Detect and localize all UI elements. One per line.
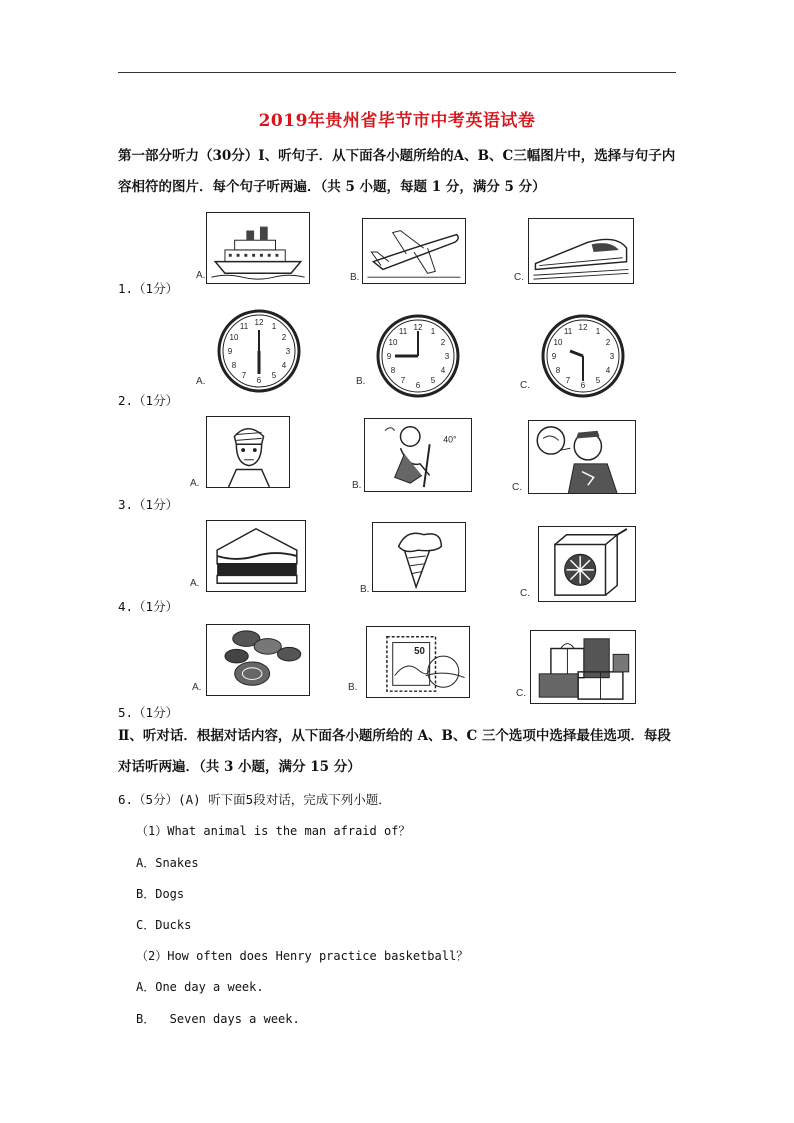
- svg-text:4: 4: [605, 366, 611, 375]
- svg-text:7: 7: [241, 371, 247, 380]
- question-label: 2.（1分）: [118, 393, 179, 408]
- question-label: 4.（1分）: [118, 599, 179, 614]
- answer-option: A．Snakes: [136, 856, 199, 870]
- svg-text:8: 8: [555, 366, 561, 375]
- svg-text:7: 7: [400, 376, 406, 385]
- option-letter: C.: [520, 380, 530, 391]
- question-6-header: 6.（5分）(A) 听下面5段对话，完成下列小题．: [118, 792, 391, 807]
- person-with-crutch-icon: [364, 418, 472, 492]
- option-letter: C.: [516, 688, 526, 699]
- svg-text:12: 12: [413, 323, 423, 332]
- clock-nine-icon: [375, 313, 461, 399]
- stamp-icon: [366, 626, 470, 698]
- coins-icon: [206, 624, 310, 696]
- svg-text:1: 1: [430, 327, 436, 336]
- svg-text:5: 5: [430, 376, 436, 385]
- option-letter: B.: [348, 682, 358, 693]
- option-letter: B.: [352, 480, 362, 491]
- svg-text:2: 2: [281, 333, 287, 342]
- stamp-value: 50: [414, 646, 425, 658]
- svg-text:6: 6: [256, 376, 262, 385]
- ice-cream-cone-icon: [372, 522, 466, 592]
- svg-text:10: 10: [388, 338, 398, 347]
- answer-option: A．One day a week.: [136, 980, 264, 994]
- clock-six-icon: [216, 308, 302, 394]
- svg-text:3: 3: [285, 347, 291, 356]
- option-letter: A.: [190, 578, 200, 589]
- answer-option: B． Seven days a week.: [136, 1012, 300, 1026]
- person-with-fever-icon: [528, 420, 636, 494]
- high-speed-train-icon: [528, 218, 634, 284]
- sub-question-2: （2）How often does Henry practice basketball？: [136, 949, 469, 963]
- option-letter: C.: [514, 272, 524, 283]
- svg-text:12: 12: [254, 318, 264, 327]
- svg-text:1: 1: [595, 327, 601, 336]
- option-letter: B.: [350, 272, 360, 283]
- svg-text:3: 3: [609, 352, 615, 361]
- svg-text:10: 10: [553, 338, 563, 347]
- option-letter: B.: [356, 376, 366, 387]
- svg-text:9: 9: [551, 352, 557, 361]
- svg-text:1: 1: [271, 322, 277, 331]
- svg-text:4: 4: [440, 366, 446, 375]
- option-letter: C.: [512, 482, 522, 493]
- svg-text:9: 9: [227, 347, 233, 356]
- orange-juice-box-icon: [538, 526, 636, 602]
- svg-text:2: 2: [440, 338, 446, 347]
- option-letter: A.: [192, 682, 202, 693]
- svg-text:6: 6: [580, 381, 586, 390]
- option-letter: B.: [360, 584, 370, 595]
- option-letter: A.: [190, 478, 200, 489]
- svg-text:5: 5: [271, 371, 277, 380]
- option-letter: C.: [520, 588, 530, 599]
- svg-text:8: 8: [390, 366, 396, 375]
- svg-text:12: 12: [578, 323, 588, 332]
- question-label: 5.（1分）: [118, 705, 179, 720]
- part2-intro: Ⅱ、听对话．根据对话内容，从下面各小题所给的 A、B、C 三个选项中选择最佳选项．每段对话听两遍．（共 3 小题，满分 15 分）: [118, 728, 671, 775]
- airplane-icon: [362, 218, 466, 284]
- answer-option: C．Ducks: [136, 918, 192, 932]
- page-title: 2019年贵州省毕节市中考英语试卷: [258, 111, 536, 131]
- option-letter: A.: [196, 376, 206, 387]
- svg-text:11: 11: [398, 327, 408, 336]
- svg-text:4: 4: [281, 361, 287, 370]
- svg-text:7: 7: [565, 376, 571, 385]
- person-bandaged-head-icon: [206, 416, 290, 488]
- svg-text:5: 5: [595, 376, 601, 385]
- sandwich-icon: [206, 520, 306, 592]
- question-label: 1.（1分）: [118, 281, 179, 296]
- svg-text:40°: 40°: [443, 434, 457, 445]
- svg-text:2: 2: [605, 338, 611, 347]
- gift-boxes-icon: [530, 630, 636, 704]
- svg-text:11: 11: [563, 327, 573, 336]
- svg-text:10: 10: [229, 333, 239, 342]
- svg-text:9: 9: [386, 352, 392, 361]
- part1-intro: 第一部分听力（30分）Ⅰ、听句子．从下面各小题所给的A、B、C三幅图片中，选择与句子内容相符的图片．每个句子听两遍．（共 5 小题，每题 1 分，满分 5 分）: [118, 148, 676, 195]
- clock-half-past-six-icon: [540, 313, 626, 399]
- option-letter: A.: [196, 270, 206, 281]
- header-rule: [118, 72, 676, 73]
- question-label: 3.（1分）: [118, 497, 179, 512]
- svg-text:11: 11: [239, 322, 249, 331]
- svg-text:3: 3: [444, 352, 450, 361]
- sub-question-1: （1）What animal is the man afraid of？: [136, 824, 411, 838]
- svg-text:8: 8: [231, 361, 237, 370]
- cruise-ship-icon: [206, 212, 310, 284]
- answer-option: B．Dogs: [136, 887, 185, 901]
- svg-text:6: 6: [415, 381, 421, 390]
